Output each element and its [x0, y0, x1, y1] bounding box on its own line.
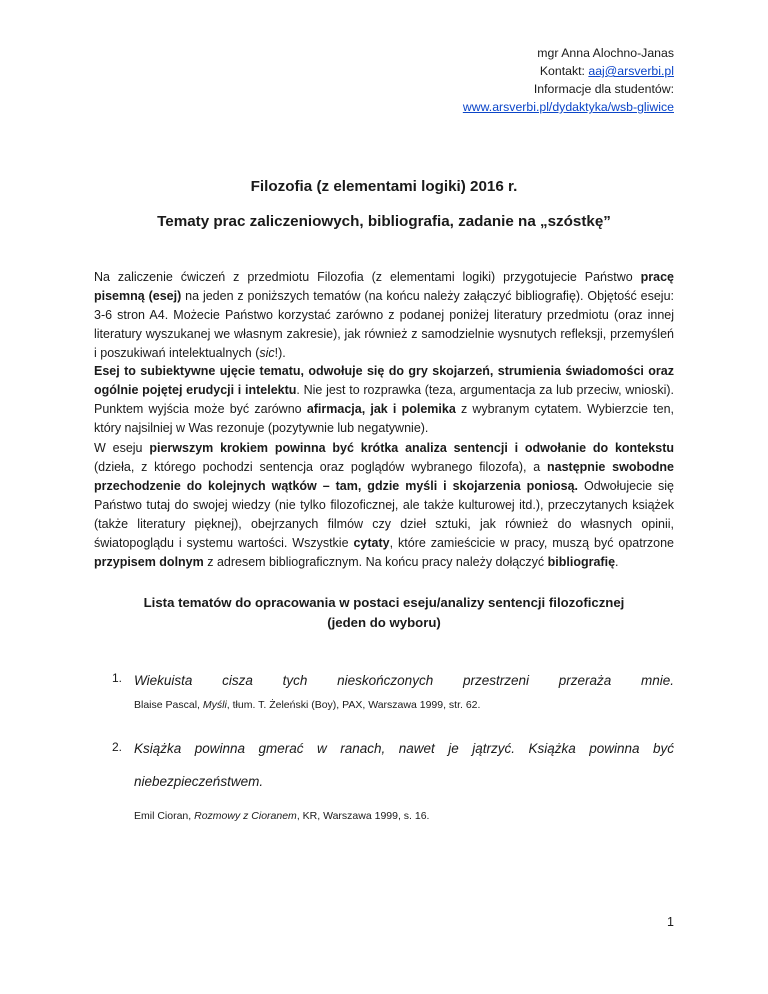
quote-word: tych	[282, 673, 308, 688]
text-run: Na zaliczenie ćwiczeń z przedmiotu Filozofia (z elementami logiki) przygotujecie Państwo	[94, 270, 641, 284]
italic-run: sic	[259, 346, 275, 360]
document-title: Filozofia (z elementami logiki) 2016 r.	[250, 178, 518, 195]
page-number: 1	[667, 915, 674, 929]
text-run: !).	[274, 346, 286, 360]
list-item-source	[134, 810, 429, 822]
text-run: na jeden z poniższych tematów (na końcu należy załączyć bibliografię). Objętość eseju: 3-6 stron A4. Możecie Państwo korzystać zarówno z podanej poniżej literatury przedmiotu (oraz innej literatury wyszukanej we własnym zakresie), jak również z samodzielnie wysnutych refleksji, przemyśleń i poszukiwań intelektualnych (	[94, 289, 674, 360]
text-run: z adresem bibliograficznym. Na końcu pracy należy dołączyć	[203, 555, 548, 569]
topic-list-title	[0, 593, 768, 633]
list-item-quote	[134, 664, 674, 697]
author-header	[463, 44, 674, 116]
contact-line	[463, 62, 674, 80]
topic-list-title-line: Lista tematów do opracowania w postaci eseju/analizy sentencji filozoficznej	[143, 595, 625, 610]
info-url-link[interactable]: www.arsverbi.pl/dydaktyka/wsb-gliwice	[462, 100, 674, 114]
source-details: , tłum. T. Żeleński (Boy), PAX, Warszawa 1999, str. 62.	[226, 699, 481, 711]
paragraph-essay-definition	[94, 362, 674, 438]
paragraph-intro	[94, 268, 674, 363]
quote-word: przestrzeni	[462, 673, 529, 688]
quote-word: Wiekuista	[134, 673, 193, 688]
list-item-source	[134, 699, 480, 711]
contact-label: Kontakt:	[539, 64, 589, 78]
document-subtitle: Tematy prac zaliczeniowych, bibliografia, zadanie na „szóstkę”	[157, 213, 611, 230]
text-run: (dzieła, z którego pochodzi sentencja oraz poglądów wybranego filozofa), a	[94, 460, 548, 474]
list-item-number: 2.	[112, 740, 123, 754]
source-author: Emil Cioran,	[134, 810, 195, 822]
contact-email-link[interactable]: aaj@arsverbi.pl	[588, 64, 674, 78]
source-author: Blaise Pascal,	[134, 699, 203, 711]
topic-list-subtitle: (jeden do wyboru)	[327, 615, 441, 630]
source-title: Rozmowy z Cioranem	[194, 810, 297, 822]
bold-run: następnie swobodne przechodzenie do kolejnych wątków – tam, gdzie myśli i skojarzenia poniosą.	[94, 460, 674, 493]
info-label: Informacje dla studentów:	[533, 82, 674, 96]
list-item-quote: Książka powinna gmerać w ranach, nawet je jątrzyć. Książka powinna być niebezpieczeństwem.	[134, 741, 674, 789]
bold-run: pracę pisemną (esej)	[94, 270, 674, 303]
source-details: , KR, Warszawa 1999, s. 16.	[296, 810, 430, 822]
list-item-number: 1.	[112, 671, 123, 685]
bold-run: bibliografię	[547, 555, 616, 569]
quote-word: przeraża	[558, 673, 612, 688]
text-run: z wybranym cytatem. Wybierzcie ten, który najsilniej w Was rezonuje (pozytywnie lub negatywnie).	[94, 402, 675, 435]
text-run: W eseju	[94, 441, 150, 455]
author-name: mgr Anna Alochno-Janas	[537, 46, 674, 60]
bold-run: cytaty	[353, 536, 390, 550]
text-run: .	[615, 555, 619, 569]
bold-run: afirmacja, jak i polemika	[306, 402, 456, 416]
quote-word: cisza	[222, 673, 253, 688]
text-run: Odwołujecie się Państwo tutaj do swojej wiedzy (nie tylko filozoficznej, ale także kulturowej itd.), przeczytanych książek (także literatury pięknej), obejrzanych filmów czy dzieł sztuki, jak również do własnych opinii, światopoglądu i systemu wartości. Wszystkie	[94, 479, 675, 550]
quote-word: nieskończonych	[337, 673, 434, 688]
bold-run: pierwszym krokiem powinna być krótka analiza sentencji i odwołanie do kontekstu	[149, 441, 674, 455]
text-run: . Nie jest to rozprawka (teza, argumentacja za lub przeciw, wnioski). Punktem wyjścia może być zarówno	[94, 383, 674, 416]
source-title: Myśli	[202, 699, 227, 711]
bold-run: przypisem dolnym	[94, 555, 204, 569]
quote-word: mnie.	[640, 673, 674, 688]
bold-run: Esej to subiektywne ujęcie tematu, odwołuje się do gry skojarzeń, strumienia świadomości oraz ogólnie pojętej erudycji i intelektu	[94, 364, 674, 397]
text-run: , które zamieścicie w pracy, muszą być opatrzone	[389, 536, 674, 550]
paragraph-essay-structure	[94, 439, 674, 572]
